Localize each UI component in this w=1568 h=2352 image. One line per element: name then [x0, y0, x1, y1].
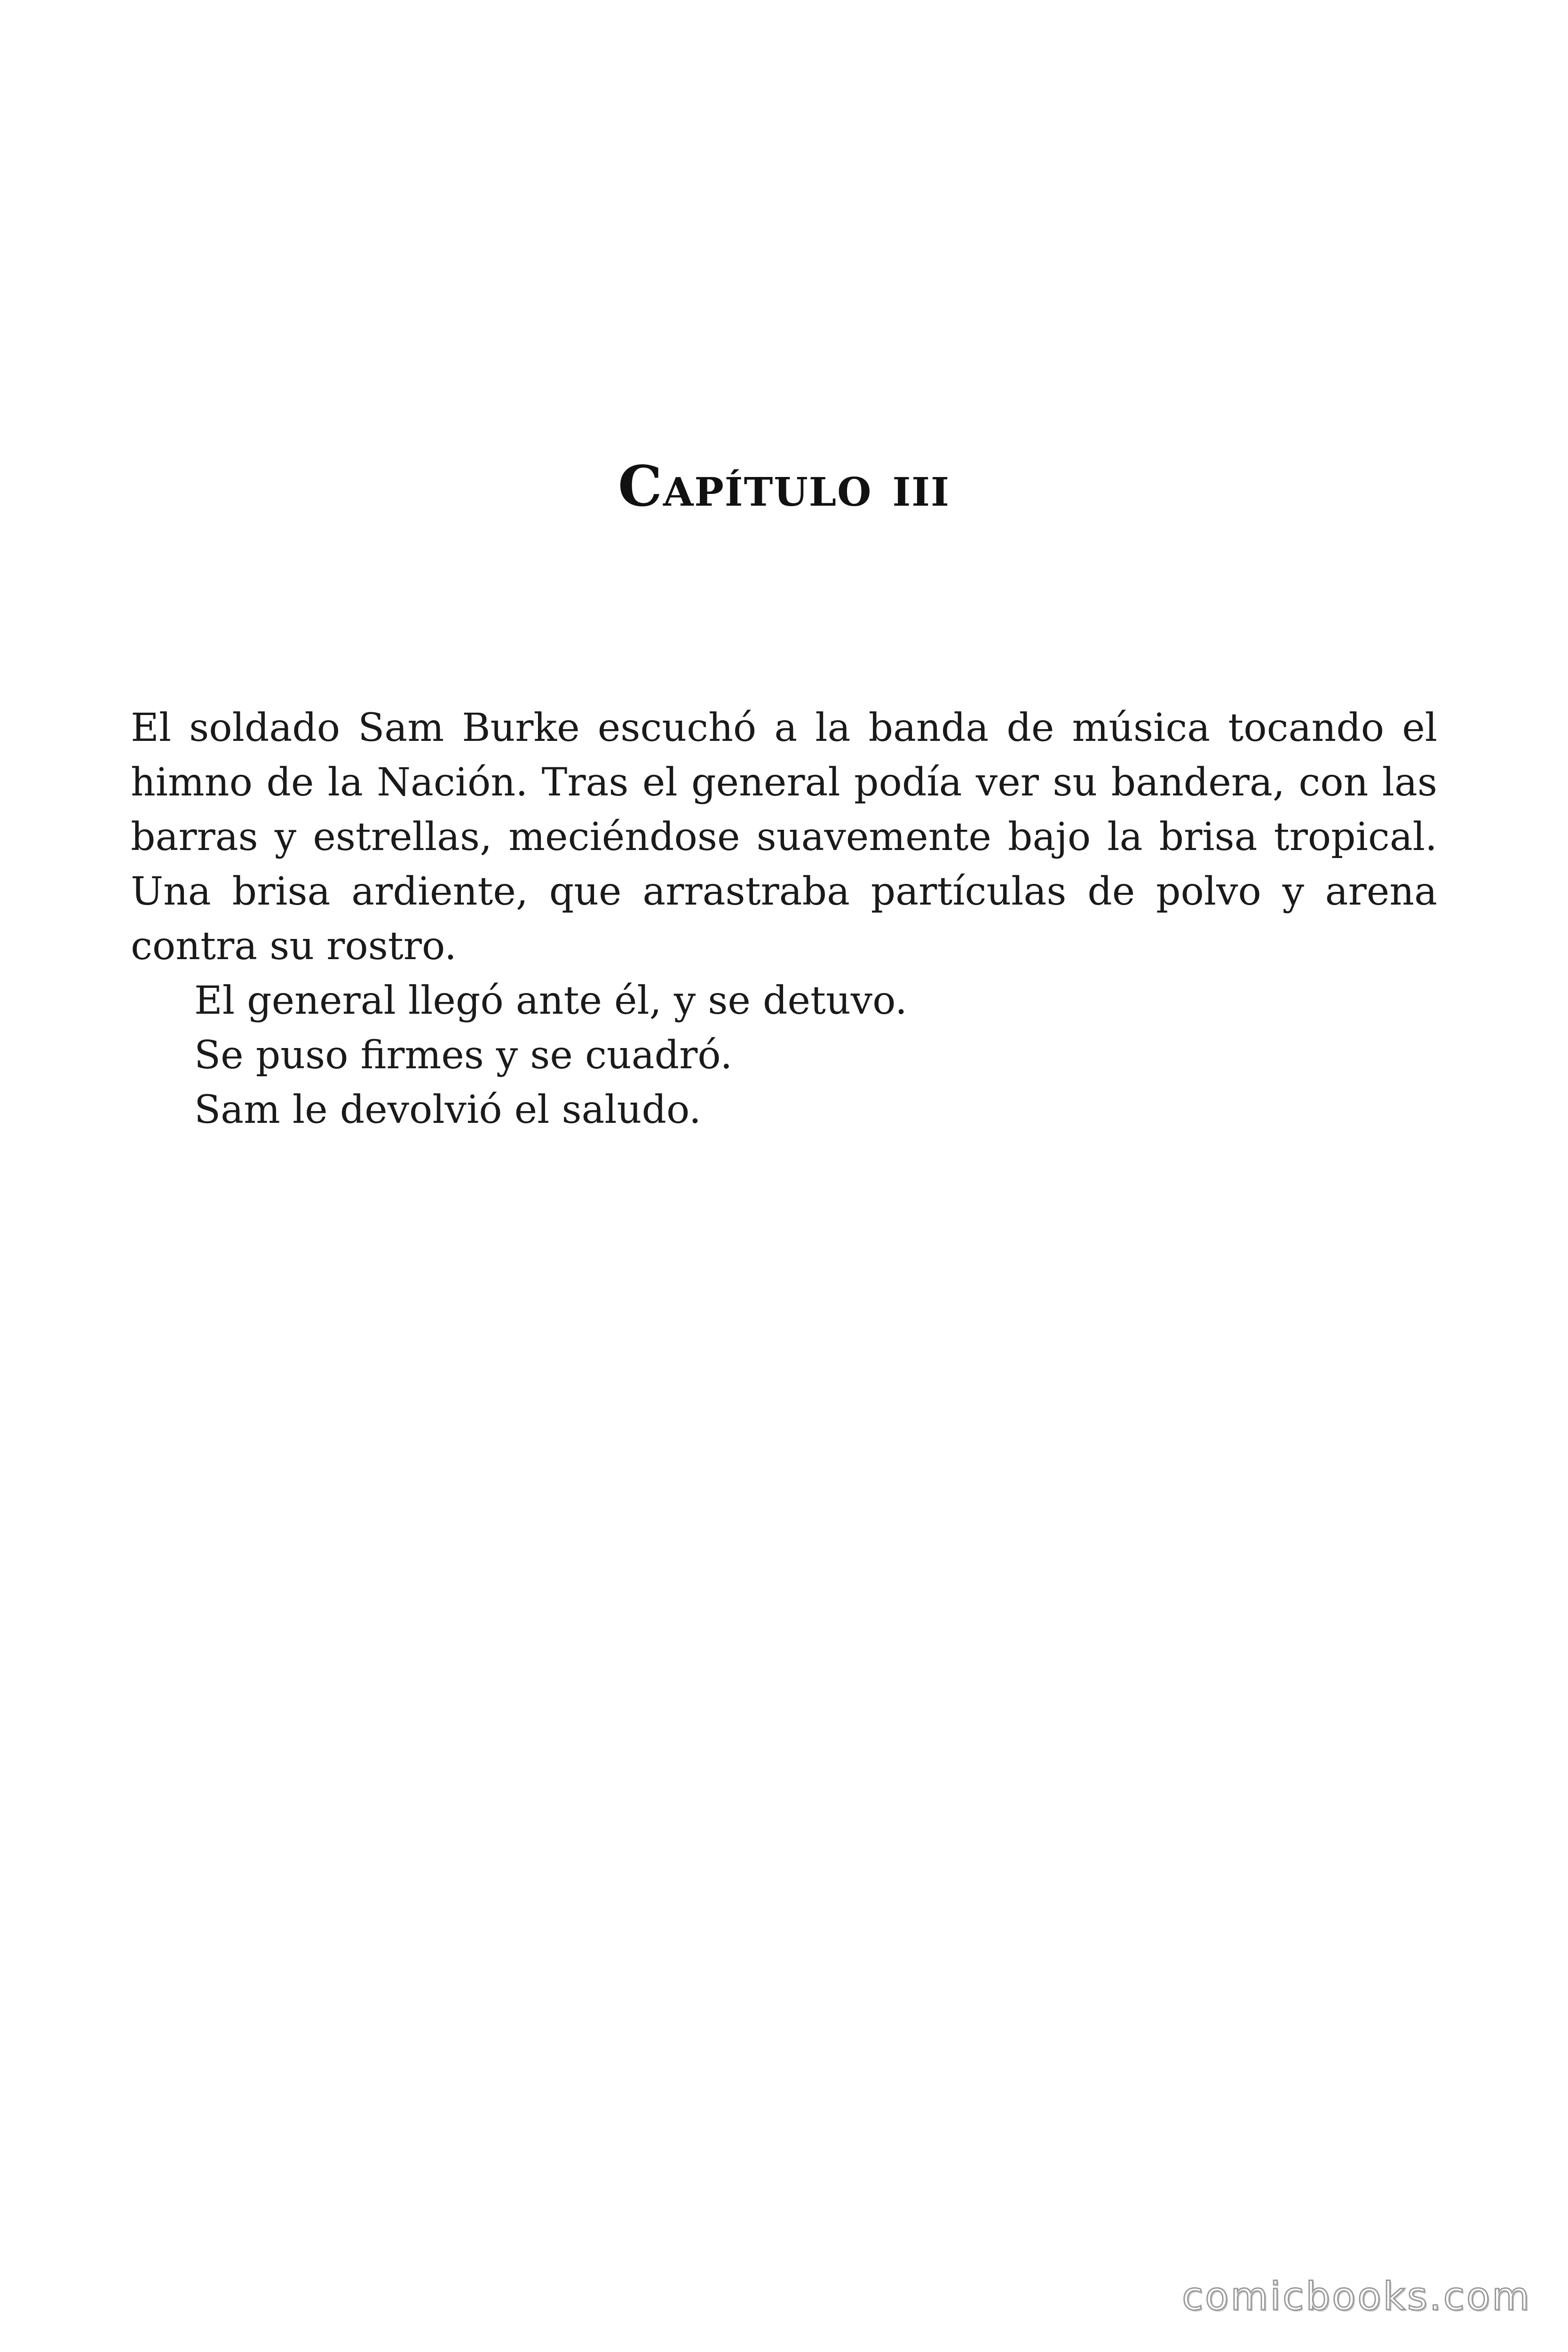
- chapter-body: [131, 701, 1437, 1137]
- watermark-text: comicbooks.com: [1182, 2274, 1531, 2319]
- paragraph-4: Sam le devolvió el saludo.: [194, 1088, 701, 1132]
- paragraph-3: Se puso firmes y se cuadró.: [194, 1033, 733, 1078]
- paragraph-1: El soldado Sam Burke escuchó a la banda de música tocando el himno de la Nación. Tras el general podía ver su bandera, con las barras y estrellas, meciéndose suavemente bajo la brisa tropical. Una brisa ardiente, que arrastraba partículas de polvo y arena contra su rostro.: [131, 706, 1437, 969]
- paragraph-2: El general llegó ante él, y se detuvo.: [194, 978, 908, 1023]
- chapter-title: Capítulo iii: [618, 453, 950, 519]
